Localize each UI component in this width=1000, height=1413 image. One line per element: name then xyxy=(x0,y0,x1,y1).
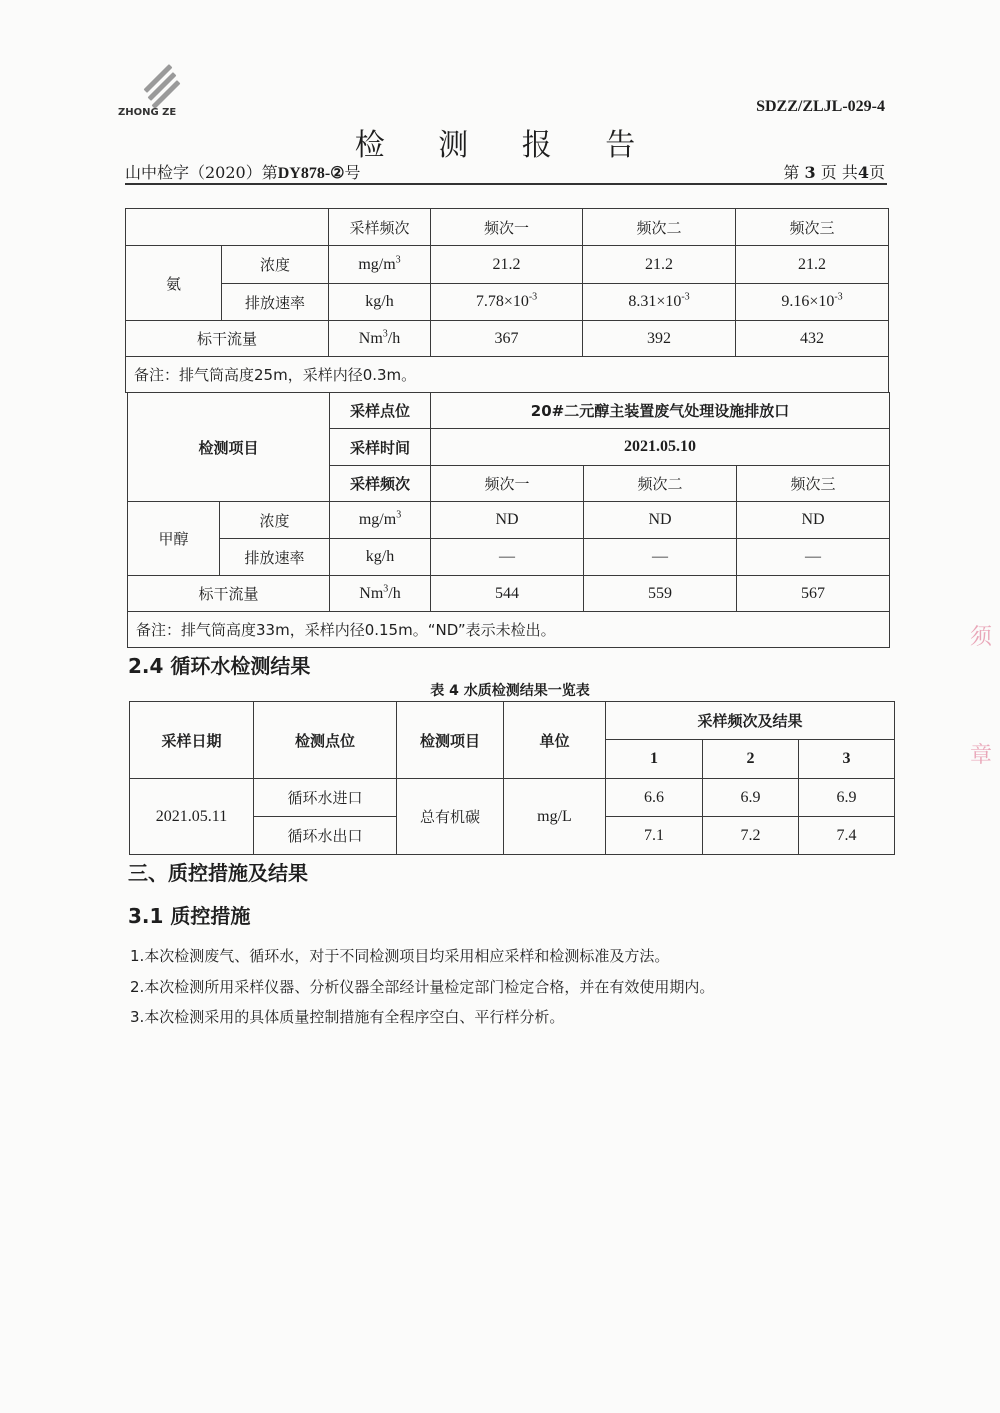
page-title: 检 测 报 告 xyxy=(354,128,658,163)
page-indicator: 第 3 页 共4页 xyxy=(783,163,885,182)
table-row: 循环水出口 7.1 7.2 7.4 xyxy=(130,817,895,855)
sampling-date: 2021.05.10 xyxy=(431,429,890,466)
table-header-row: 采样频次 频次一 频次二 频次三 xyxy=(126,209,889,246)
current-page: 3 xyxy=(804,163,816,182)
table-row: 2021.05.11 循环水进口 总有机碳 mg/L 6.6 6.9 6.9 xyxy=(130,779,895,817)
table-caption: 表 4 水质检测结果一览表 xyxy=(430,683,590,699)
table-note-row: 备注：排气筒高度25m，采样内径0.3m。 xyxy=(126,357,889,393)
logo-text: ZHONG ZE xyxy=(118,107,177,118)
methanol-table: 检测项目 采样点位 20#二元醇主装置废气处理设施排放口 采样时间 2021.05.10 采样频次 频次一 频次二 频次三 甲醇 浓度 $mg/m^3$ ND ND ND 排放速率 kg/h — — — 标干流量 Nm$^3$/h 544 559 567 备注：排气筒高度33m，采样内径0.15m。“ND”表示未检出。 xyxy=(127,392,890,648)
table-row: 甲醇 浓度 $mg/m^3$ ND ND ND xyxy=(128,502,890,539)
table-row: 氨 浓度 $mg/m^3$ 21.2 21.2 21.2 xyxy=(126,246,889,284)
table-row: 排放速率 kg/h $7.78\times 10^{-3}$ $8.31\times 10^{-3}$ $9.16\times 10^{-3}$ xyxy=(126,284,889,321)
paragraph-2: 2.本次检测所用采样仪器、分析仪器全部经计量检定部门检定合格，并在有效使用期内。 xyxy=(130,978,715,996)
seal-stamp-icon: 须 章 xyxy=(970,625,993,768)
table-row: 排放速率 kg/h — — — xyxy=(128,539,890,576)
section-heading-3-1: 3.1 质控措施 xyxy=(128,904,251,928)
report-number: 山中检字（2020）第DY878-②号 xyxy=(125,163,361,182)
item-label: 检测项目 xyxy=(128,393,330,502)
pollutant-name: 氨 xyxy=(126,246,222,321)
pollutant-name: 甲醇 xyxy=(128,502,220,576)
section-heading-3: 三、质控措施及结果 xyxy=(128,861,308,885)
water-quality-table: 采样日期 检测点位 检测项目 单位 采样频次及结果 1 2 3 2021.05.11 循环水进口 总有机碳 mg/L 6.6 6.9 6.9 循环水出口 7.1 7.2 7.4 xyxy=(129,701,895,855)
table-note-row: 备注：排气筒高度33m，采样内径0.15m。“ND”表示未检出。 xyxy=(128,612,890,648)
total-pages: 4 xyxy=(857,163,869,182)
paragraph-1: 1.本次检测废气、循环水，对于不同检测项目均采用相应采样和检测标准及方法。 xyxy=(130,947,670,965)
sampling-site: 20#二元醇主装置废气处理设施排放口 xyxy=(431,393,890,429)
table-row: 标干流量 Nm$^3$/h 544 559 567 xyxy=(128,576,890,612)
logo-stripes-icon xyxy=(138,62,178,106)
paragraph-3: 3.本次检测采用的具体质量控制措施有全程序空白、平行样分析。 xyxy=(130,1008,565,1026)
ammonia-table xyxy=(125,208,889,393)
company-logo xyxy=(118,62,188,122)
document-code: SDZZ/ZLJL-029-4 xyxy=(756,98,885,115)
header-divider xyxy=(125,183,887,185)
table-row: 标干流量 Nm$^3$/h 367 392 432 xyxy=(126,321,889,357)
section-heading-2-4: 2.4 循环水检测结果 xyxy=(128,654,311,678)
